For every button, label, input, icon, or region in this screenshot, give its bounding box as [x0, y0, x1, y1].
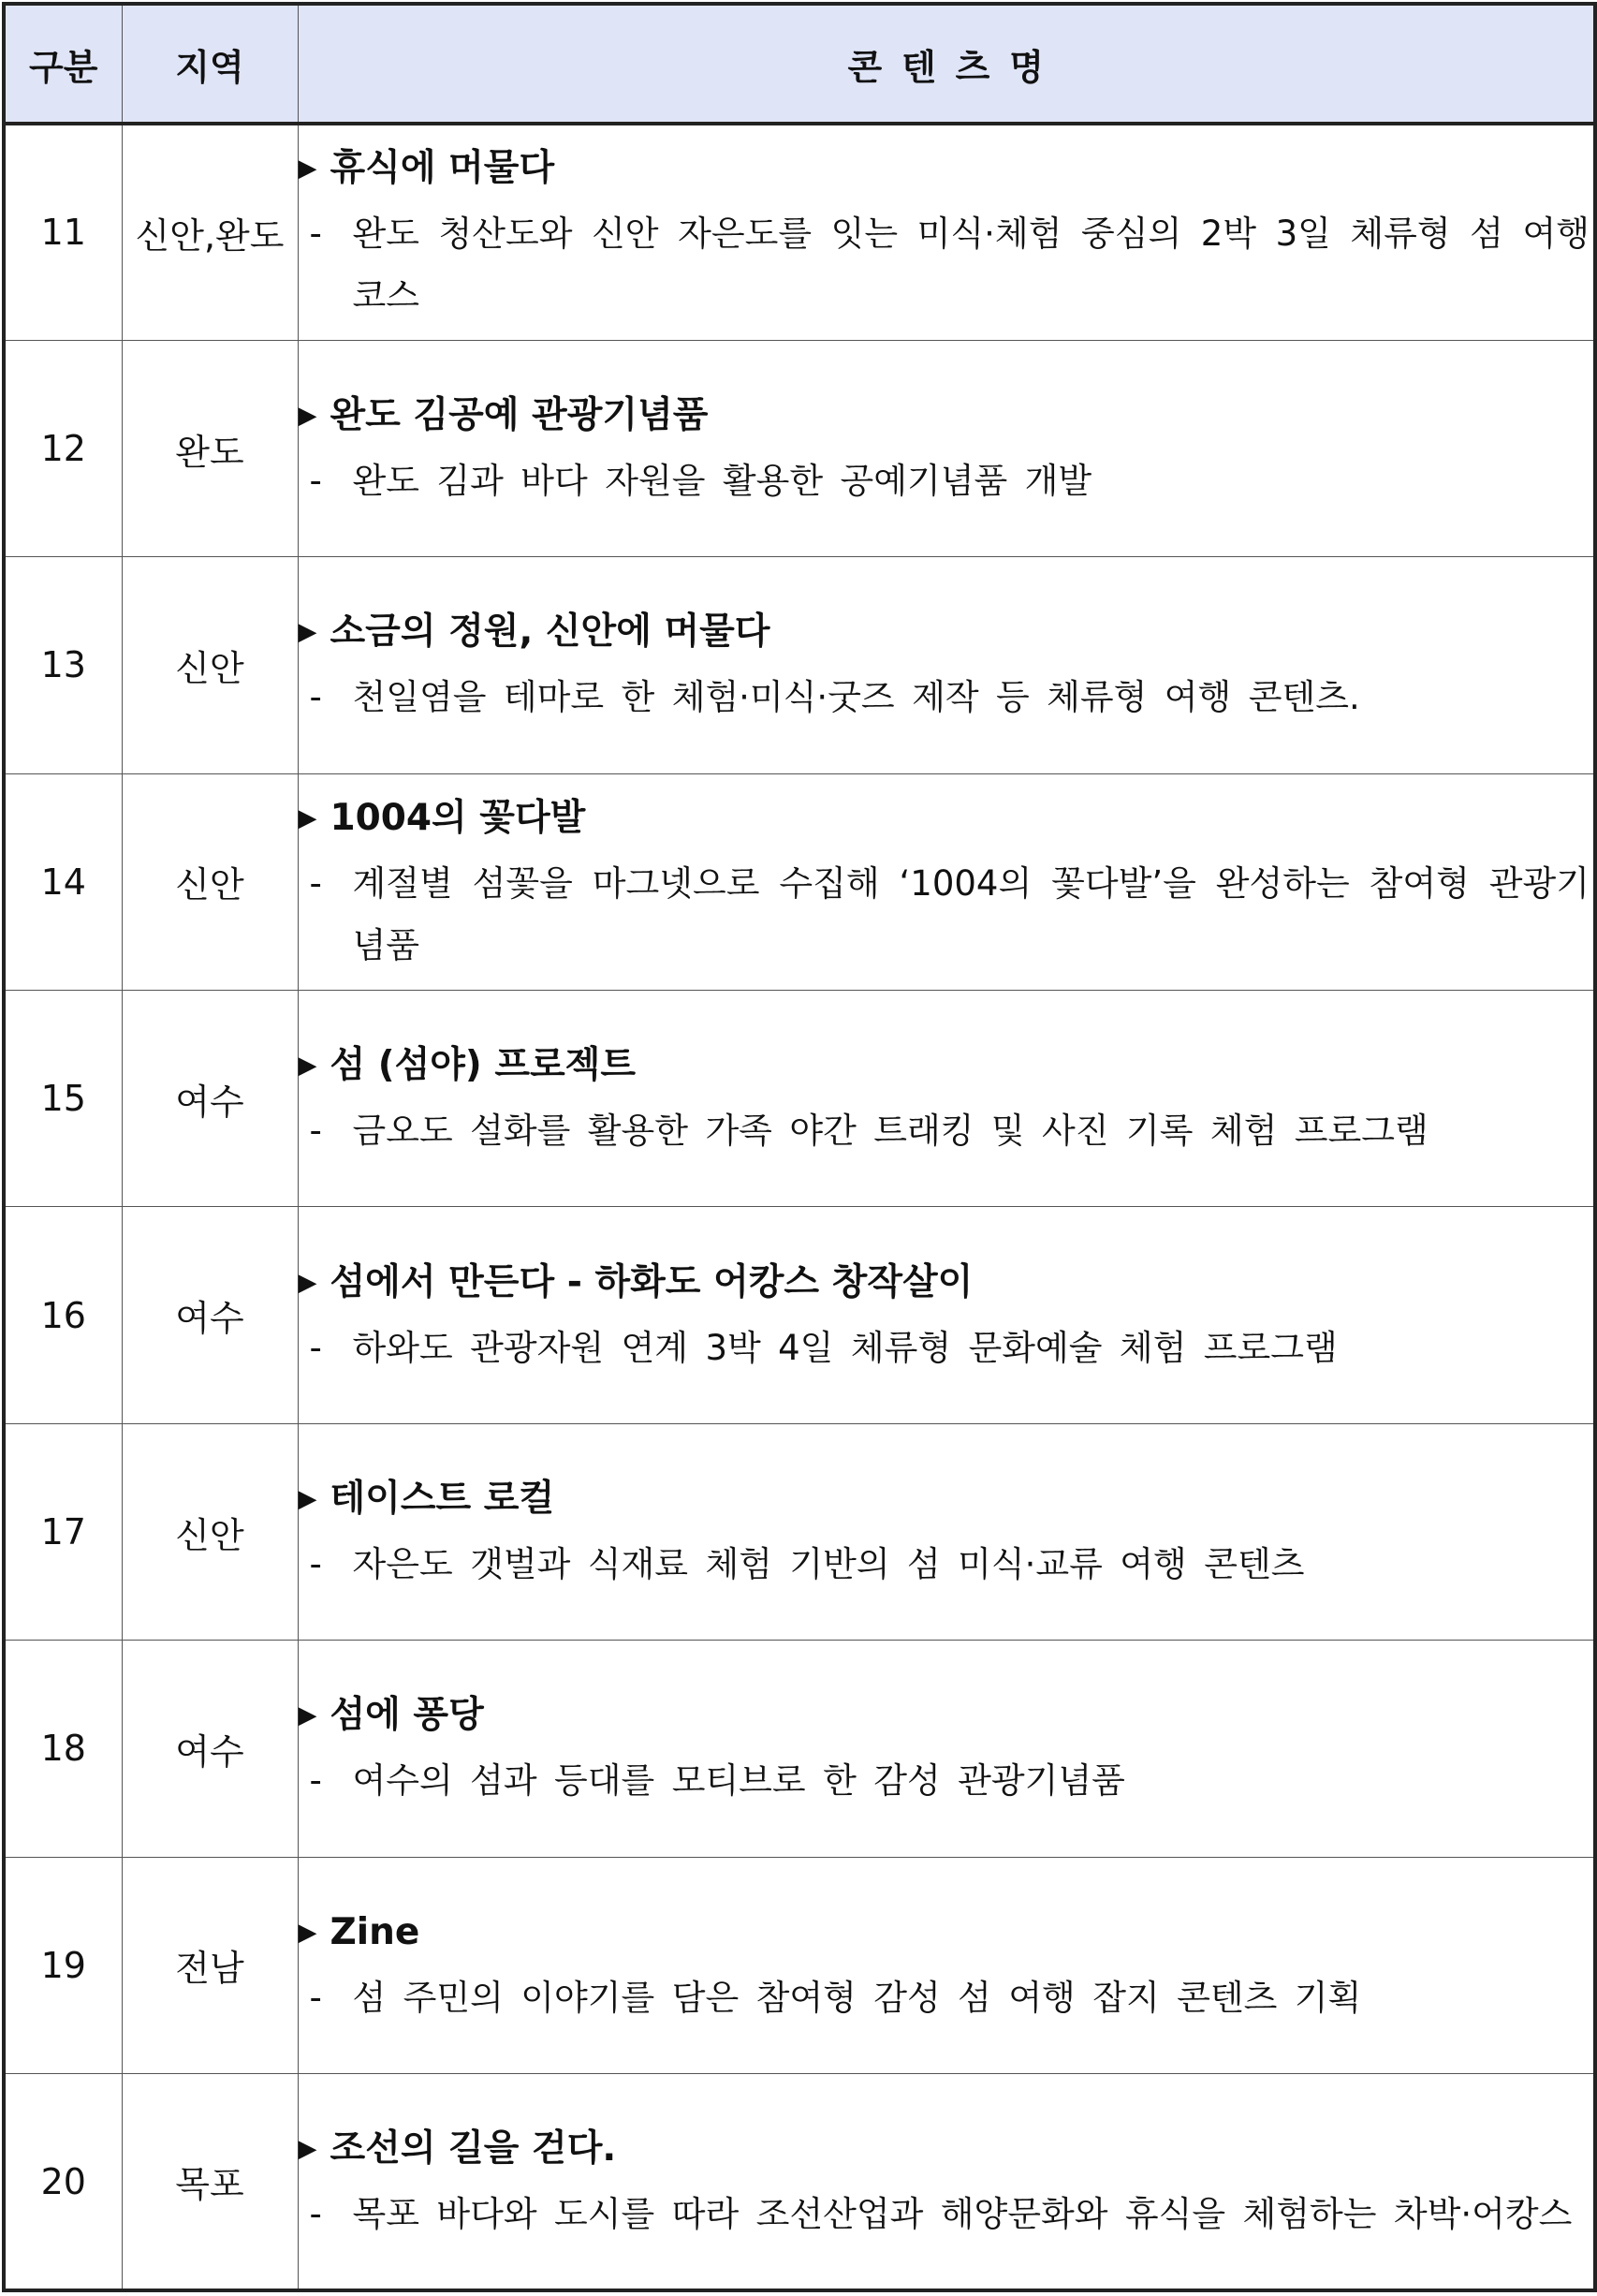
dash-bullet: - [309, 213, 322, 255]
table-row [4, 1207, 1595, 1423]
content-description-text: 자은도 갯벌과 식재료 체험 기반의 섬 미식·교류 여행 콘텐츠 [352, 1544, 1305, 1585]
row-region: 신안 [122, 557, 298, 773]
content-title [299, 138, 1594, 203]
row-number: 20 [4, 2074, 122, 2290]
row-region: 신안 [122, 773, 298, 990]
row-content [298, 557, 1595, 773]
triangle-bullet-icon: ▶ [298, 1918, 317, 1947]
triangle-bullet-icon: ▶ [298, 1268, 317, 1297]
table-row [4, 1641, 1595, 1857]
triangle-bullet-icon: ▶ [298, 618, 317, 647]
row-number: 18 [4, 1641, 122, 1857]
content-description [299, 1750, 1594, 1812]
dash-bullet: - [309, 1111, 322, 1152]
triangle-bullet-icon: ▶ [298, 2134, 317, 2163]
row-number: 12 [4, 340, 122, 556]
row-content [298, 340, 1595, 556]
row-content [298, 1857, 1595, 2073]
triangle-bullet-icon: ▶ [298, 1485, 317, 1514]
dash-bullet: - [309, 1327, 322, 1368]
content-title-text: 1004의 꽃다발 [330, 796, 586, 839]
row-content [298, 1641, 1595, 1857]
row-content [298, 773, 1595, 990]
dash-bullet: - [309, 461, 322, 502]
triangle-bullet-icon: ▶ [298, 402, 317, 431]
content-description-text: 계절별 섬꽃을 마그넷으로 수집해 ‘1004의 꽃다발’을 완성하는 참여형 관광기념품 [352, 862, 1590, 965]
table-row [4, 1857, 1595, 2073]
dash-bullet: - [309, 862, 322, 904]
header-content-name: 콘텐츠명 [298, 4, 1595, 124]
dash-bullet: - [309, 1544, 322, 1585]
row-region: 여수 [122, 1207, 298, 1423]
content-description [299, 203, 1594, 327]
triangle-bullet-icon: ▶ [298, 1701, 317, 1730]
content-title-text: 섬 (섬야) 프로젝트 [330, 1044, 637, 1087]
table-row [4, 2074, 1595, 2290]
table-row [4, 340, 1595, 556]
row-number: 19 [4, 1857, 122, 2073]
table-row [4, 991, 1595, 1207]
row-number: 15 [4, 991, 122, 1207]
content-title-text: 휴식에 머물다 [330, 147, 555, 190]
row-content [298, 1207, 1595, 1423]
row-content [298, 991, 1595, 1207]
content-title [299, 1252, 1594, 1317]
content-title-text: 소금의 정원, 신안에 머물다 [330, 611, 770, 654]
content-description-text: 목포 바다와 도시를 따라 조선산업과 해양문화와 휴식을 체험하는 차박·어캉스 [352, 2193, 1573, 2234]
table-row [4, 773, 1595, 990]
row-number: 17 [4, 1423, 122, 1640]
content-description-text: 여수의 섬과 등대를 모티브로 한 감성 관광기념품 [352, 1760, 1125, 1802]
content-title-text: Zine [330, 1910, 420, 1953]
content-description [299, 1967, 1594, 2029]
row-number: 13 [4, 557, 122, 773]
triangle-bullet-icon: ▶ [298, 155, 317, 184]
row-number: 11 [4, 124, 122, 340]
header-region: 지역 [122, 4, 298, 124]
content-description [299, 853, 1594, 977]
row-region: 목포 [122, 2074, 298, 2290]
dash-bullet: - [309, 1977, 322, 2018]
content-title-text: 섬에서 만든다 - 하화도 어캉스 창작살이 [330, 1260, 974, 1303]
content-description-text: 섬 주민의 이야기를 담은 참여형 감성 섬 여행 잡지 콘텐츠 기획 [352, 1977, 1362, 2018]
row-region: 여수 [122, 1641, 298, 1857]
content-title-text: 테이스트 로컬 [330, 1478, 555, 1521]
row-content [298, 124, 1595, 340]
triangle-bullet-icon: ▶ [298, 803, 317, 832]
content-title-text: 완도 김공예 관광기념품 [330, 394, 709, 437]
row-region: 여수 [122, 991, 298, 1207]
content-title [299, 1685, 1594, 1750]
content-description [299, 667, 1594, 729]
dash-bullet: - [309, 2193, 322, 2234]
table-row [4, 124, 1595, 340]
dash-bullet: - [309, 1760, 322, 1802]
content-description [299, 1534, 1594, 1596]
content-title [299, 601, 1594, 667]
table-row [4, 557, 1595, 773]
content-title [299, 2118, 1594, 2184]
content-title-text: 조선의 길을 걷다. [330, 2127, 617, 2170]
header-row [4, 4, 1595, 124]
content-description-text: 하와도 관광자원 연계 3박 4일 체류형 문화예술 체험 프로그램 [352, 1327, 1338, 1368]
content-description [299, 1317, 1594, 1379]
content-description [299, 2184, 1594, 2245]
content-title [299, 385, 1594, 450]
row-content [298, 2074, 1595, 2290]
content-title [299, 1468, 1594, 1534]
content-description-text: 금오도 설화를 활용한 가족 야간 트래킹 및 사진 기록 체험 프로그램 [352, 1111, 1429, 1152]
content-description [299, 450, 1594, 512]
content-description-text: 완도 청산도와 신안 자은도를 잇는 미식·체험 중심의 2박 3일 체류형 섬 여행 코스 [352, 213, 1590, 316]
dash-bullet: - [309, 677, 322, 718]
row-number: 14 [4, 773, 122, 990]
row-region: 신안 [122, 1423, 298, 1640]
content-title [299, 1902, 1594, 1967]
row-number: 16 [4, 1207, 122, 1423]
triangle-bullet-icon: ▶ [298, 1052, 317, 1081]
content-table [2, 2, 1597, 2292]
content-title [299, 1035, 1594, 1100]
row-content [298, 1423, 1595, 1640]
content-description [299, 1100, 1594, 1162]
content-title [299, 787, 1594, 853]
content-title-text: 섬에 퐁당 [330, 1694, 484, 1737]
table-row [4, 1423, 1595, 1640]
content-description-text: 완도 김과 바다 자원을 활용한 공예기념품 개발 [352, 461, 1092, 502]
content-description-text: 천일염을 테마로 한 체험·미식·굿즈 제작 등 체류형 여행 콘텐츠. [352, 677, 1360, 718]
header-no: 구분 [4, 4, 122, 124]
row-region: 완도 [122, 340, 298, 556]
row-region: 신안,완도 [122, 124, 298, 340]
row-region: 전남 [122, 1857, 298, 2073]
